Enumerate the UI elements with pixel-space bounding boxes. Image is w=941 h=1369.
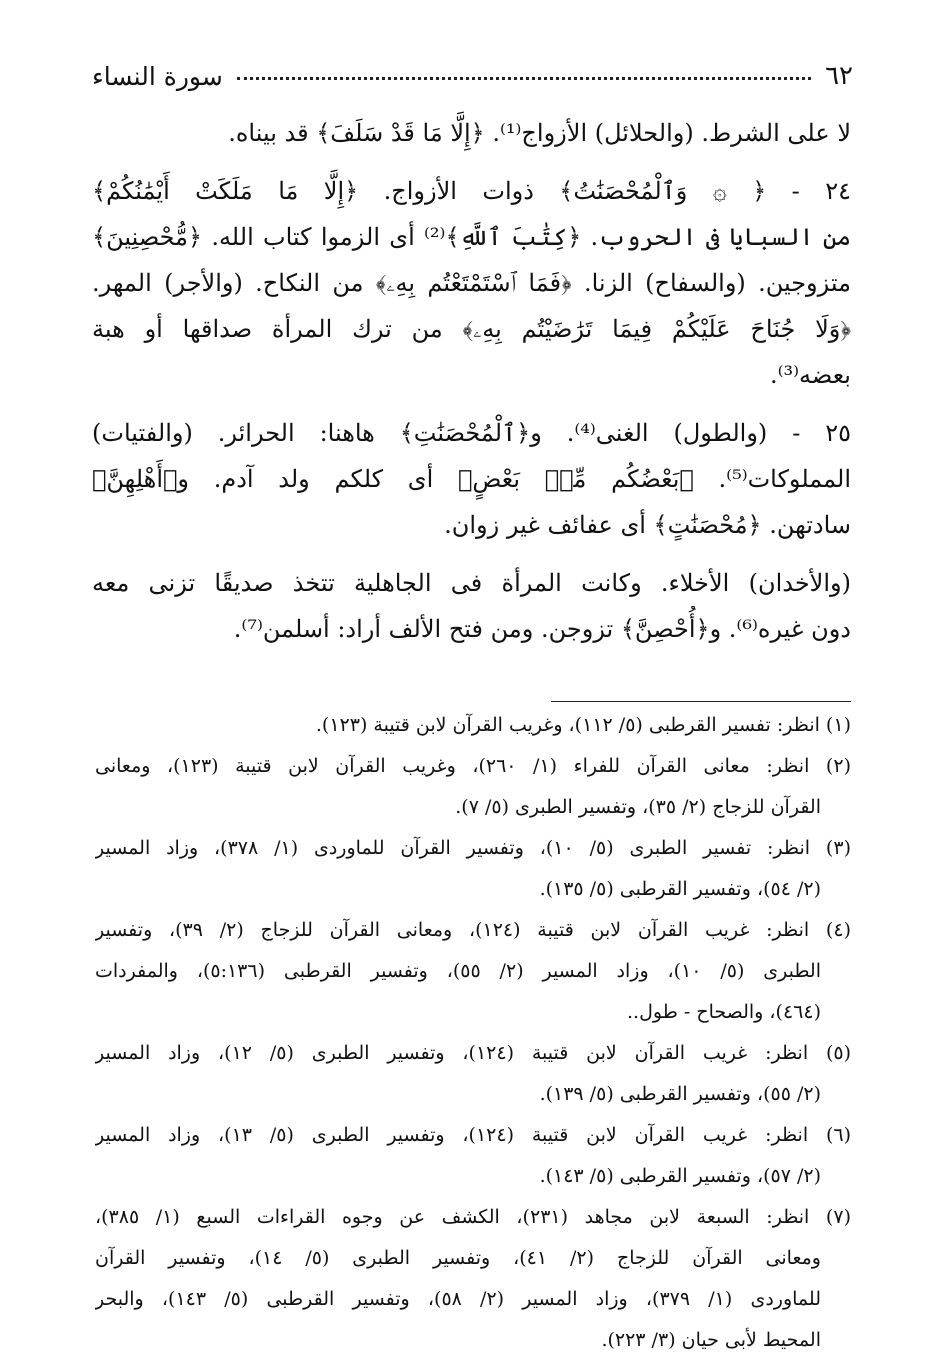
text-line: من السبايا فى الحروب. ﴿كِتَٰبَ ٱللَّهِ﴾⁽²⁾ أى الزموا كتاب الله. ﴿مُّحْصِنِينَ﴾ <box>92 223 851 251</box>
text-line: سادتهن. ﴿مُحْصَنَٰتٍ﴾ أى عفائف غير زوان. <box>444 511 851 539</box>
header-dotted-leader <box>237 77 811 80</box>
footnote <box>95 828 851 910</box>
footnote-line: (٢/ ٥٥)، وتفسير القرطبى (٥/ ١٣٩). <box>539 1083 821 1105</box>
footnote-line: (٤) انظر: غريب القرآن لابن قتيبة (١٢٤)، ومعانى القرآن للزجاج (٢/ ٣٩)، وتفسير <box>95 919 851 941</box>
footnote-line: (٢/ ٥٤)، وتفسير القرطبى (٥/ ١٣٥). <box>539 878 821 900</box>
text-line: (والأخدان) الأخلاء. وكانت المرأة فى الجاهلية تتخذ صديقًا تزنى معه <box>92 569 851 597</box>
main-text <box>92 110 851 664</box>
footnote-line: (٢/ ٥٧)، وتفسير القرطبى (٥/ ١٤٣). <box>539 1165 821 1187</box>
footnotes <box>95 705 851 1361</box>
footnote-line: القرآن للزجاج (٢/ ٣٥)، وتفسير الطبرى (٥/ ٧). <box>455 796 821 818</box>
footnote-line: الطبرى (٥/ ١٠)، وزاد المسير (٢/ ٥٥)، وتفسير القرطبى (٥:١٣٦)، والمفردات <box>95 960 822 982</box>
paragraph <box>92 168 851 398</box>
paragraph <box>92 110 851 156</box>
text-line: ٢٥ - (والطول) الغنى⁽⁴⁾. و﴿ٱلْمُحْصَنَٰتِ﴾ هاهنا: الحرائر. (والفتيات) <box>92 419 851 447</box>
paragraph <box>92 410 851 548</box>
page-number: ٦٢ <box>825 61 853 91</box>
footnote-line: (٤٦٤)، والصحاح - طول.. <box>627 1001 821 1023</box>
footnote-line: (٥) انظر: غريب القرآن لابن قتيبة (١٢٤)، وتفسير الطبرى (٥/ ١٢)، وزاد المسير <box>95 1042 851 1064</box>
footnote <box>95 1115 851 1197</box>
text-line: ﴿وَلَا جُنَاحَ عَلَيْكُمْ فِيمَا تَرَٰضَيْتُم بِهِۦ﴾ من ترك المرأة صداقها أو هبة <box>92 315 851 343</box>
footnote-line: (٦) انظر: غريب القرآن لابن قتيبة (١٢٤)، وتفسير الطبرى (٥/ ١٣)، وزاد المسير <box>95 1124 851 1146</box>
text-line: المملوكات⁽⁵⁾. ﴿بَعْضُكُم مِّنۢ بَعْضٍ﴾ أى كلكم ولد آدم. و﴿أَهْلِهِنَّ﴾ <box>92 465 851 493</box>
footnote-line: (١) انظر: تفسير القرطبى (٥/ ١١٢)، وغريب القرآن لابن قتيبة (١٢٣). <box>315 714 851 736</box>
text-line: ٢٤ - ﴿ ۞ وَٱلْمُحْصَنَٰتُ﴾ ذوات الأزواج. ﴿إِلَّا مَا مَلَكَتْ أَيْمَٰنُكُمْ﴾ <box>92 177 851 205</box>
text-line: لا على الشرط. (والحلائل) الأزواج⁽¹⁾. ﴿إِلَّا مَا قَدْ سَلَفَ﴾ قد بيناه. <box>228 119 851 147</box>
footnote <box>95 910 851 1033</box>
footnote-separator <box>551 701 851 702</box>
footnote <box>95 1033 851 1115</box>
footnote-line: ومعانى القرآن للزجاج (٢/ ٤١)، وتفسير الطبرى (٥/ ١٤)، وتفسير القرآن <box>95 1247 821 1269</box>
footnote-line: للماوردى (١/ ٣٧٩)، وزاد المسير (٢/ ٥٨)، وتفسير القرطبى (٥/ ١٤٣)، والبحر <box>95 1288 821 1310</box>
footnote-line: المحيط لأبى حيان (٣/ ٢٢٣). <box>601 1329 821 1351</box>
paragraph <box>92 560 851 652</box>
footnote-line: (٢) انظر: معانى القرآن للفراء (١/ ٢٦٠)، وغريب القرآن لابن قتيبة (١٢٣)، ومعانى <box>95 755 851 777</box>
text-line: دون غيره⁽⁶⁾. و﴿أُحْصِنَّ﴾ تزوجن. ومن فتح الألف أراد: أسلمن⁽⁷⁾. <box>233 615 851 643</box>
footnote <box>95 746 851 828</box>
footnote-line: (٣) انظر: تفسير الطبرى (٥/ ١٠)، وتفسير القرآن للماوردى (١/ ٣٧٨)، وزاد المسير <box>95 837 851 859</box>
footnote <box>95 705 851 746</box>
surah-title: سورة النساء <box>92 61 223 91</box>
footnote <box>95 1197 851 1361</box>
text-line: بعضه⁽³⁾. <box>770 361 851 389</box>
footnote-line: (٧) انظر: السبعة لابن مجاهد (٢٣١)، الكشف عن وجوه القراءات السبع (١/ ٣٨٥)، <box>95 1206 851 1228</box>
running-header <box>92 58 853 94</box>
text-line: متزوجين. (والسفاح) الزنا. ﴿فَمَا ٱسْتَمْتَعْتُم بِهِۦ﴾ من النكاح. (والأجر) المهر. <box>92 269 851 297</box>
